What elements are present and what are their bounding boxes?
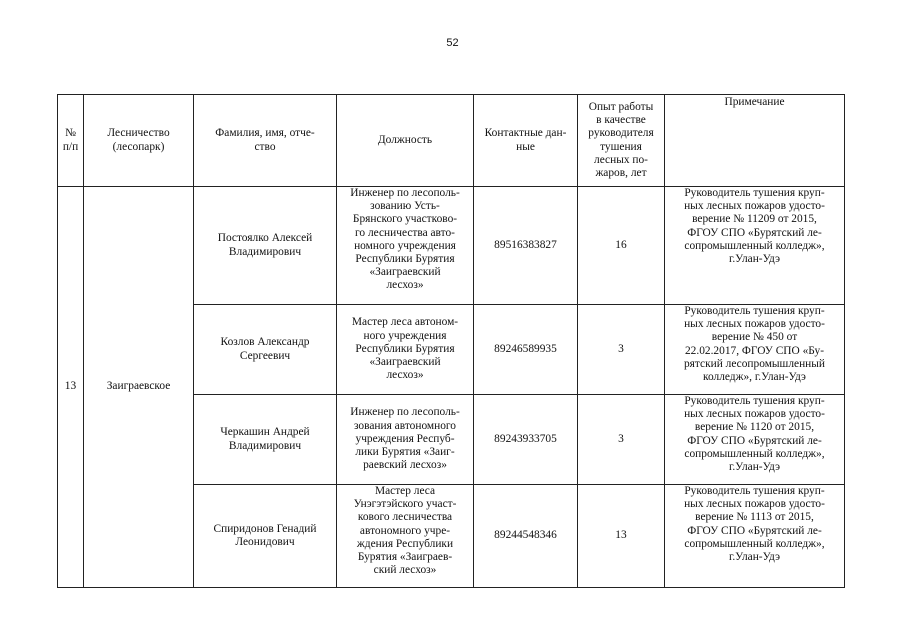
header-name: Фамилия, имя, отче- ство (194, 95, 337, 187)
person-note: Руководитель тушения круп- ных лесных пожаров удосто- верение № 1113 от 2015, ФГОУ СПО «Бурятский ле- сопромышленный колледж», г.Улан-Удэ (665, 485, 845, 588)
person-name: Козлов Александр Сергеевич (194, 305, 337, 395)
person-phone: 89246589935 (474, 305, 578, 395)
header-note: Примечание (665, 95, 845, 187)
person-position: Инженер по лесополь- зования автономного учреждения Респуб- лики Бурятия «Заиг- раевский лесхоз» (337, 395, 474, 485)
header-row (58, 95, 845, 187)
person-name: Черкашин Андрей Владимирович (194, 395, 337, 485)
person-phone: 89243933705 (474, 395, 578, 485)
person-experience: 3 (578, 305, 665, 395)
person-phone: 89244548346 (474, 485, 578, 588)
person-experience: 13 (578, 485, 665, 588)
header-experience: Опыт работы в качестве руководителя тушения лесных по- жаров, лет (578, 95, 665, 187)
group-number: 13 (58, 187, 84, 588)
page-number: 52 (446, 37, 459, 49)
person-name: Спиридонов Генадий Леонидович (194, 485, 337, 588)
person-name: Постоялко Алексей Владимирович (194, 187, 337, 305)
group-forestry: Заиграевское (84, 187, 194, 588)
person-note: Руководитель тушения круп- ных лесных пожаров удосто- верение № 1120 от 2015, ФГОУ СПО «Бурятский ле- сопромышленный колледж», г.Улан-Удэ (665, 395, 845, 485)
person-position: Мастер леса автоном- ного учреждения Республики Бурятия «Заиграевский лесхоз» (337, 305, 474, 395)
person-position: Инженер по лесополь- зованию Усть- Брянского участково- го лесничества авто- номного учреждения Республики Бурятия «Заиграевский лесхоз» (337, 187, 474, 305)
person-phone: 89516383827 (474, 187, 578, 305)
responsible-persons-table (57, 94, 845, 588)
header-position: Должность (337, 95, 474, 187)
person-note: Руководитель тушения круп- ных лесных пожаров удосто- верение № 450 от 22.02.2017, ФГОУ СПО «Бу- рятский лесопромышленный колледж», г.Улан-Удэ (665, 305, 845, 395)
person-experience: 16 (578, 187, 665, 305)
table-row (58, 187, 845, 305)
person-note: Руководитель тушения круп- ных лесных пожаров удосто- верение № 11209 от 2015, ФГОУ СПО «Бурятский ле- сопромышленный колледж», г.Улан-Удэ (665, 187, 845, 305)
header-contacts: Контактные дан- ные (474, 95, 578, 187)
header-num: № п/п (58, 95, 84, 187)
person-position: Мастер леса Унэгэтэйского участ- кового лесничества автономного учре- ждения Республики Бурятия «Заиграев- ский лесхоз» (337, 485, 474, 588)
header-forestry: Лесничество (лесопарк) (84, 95, 194, 187)
person-experience: 3 (578, 395, 665, 485)
